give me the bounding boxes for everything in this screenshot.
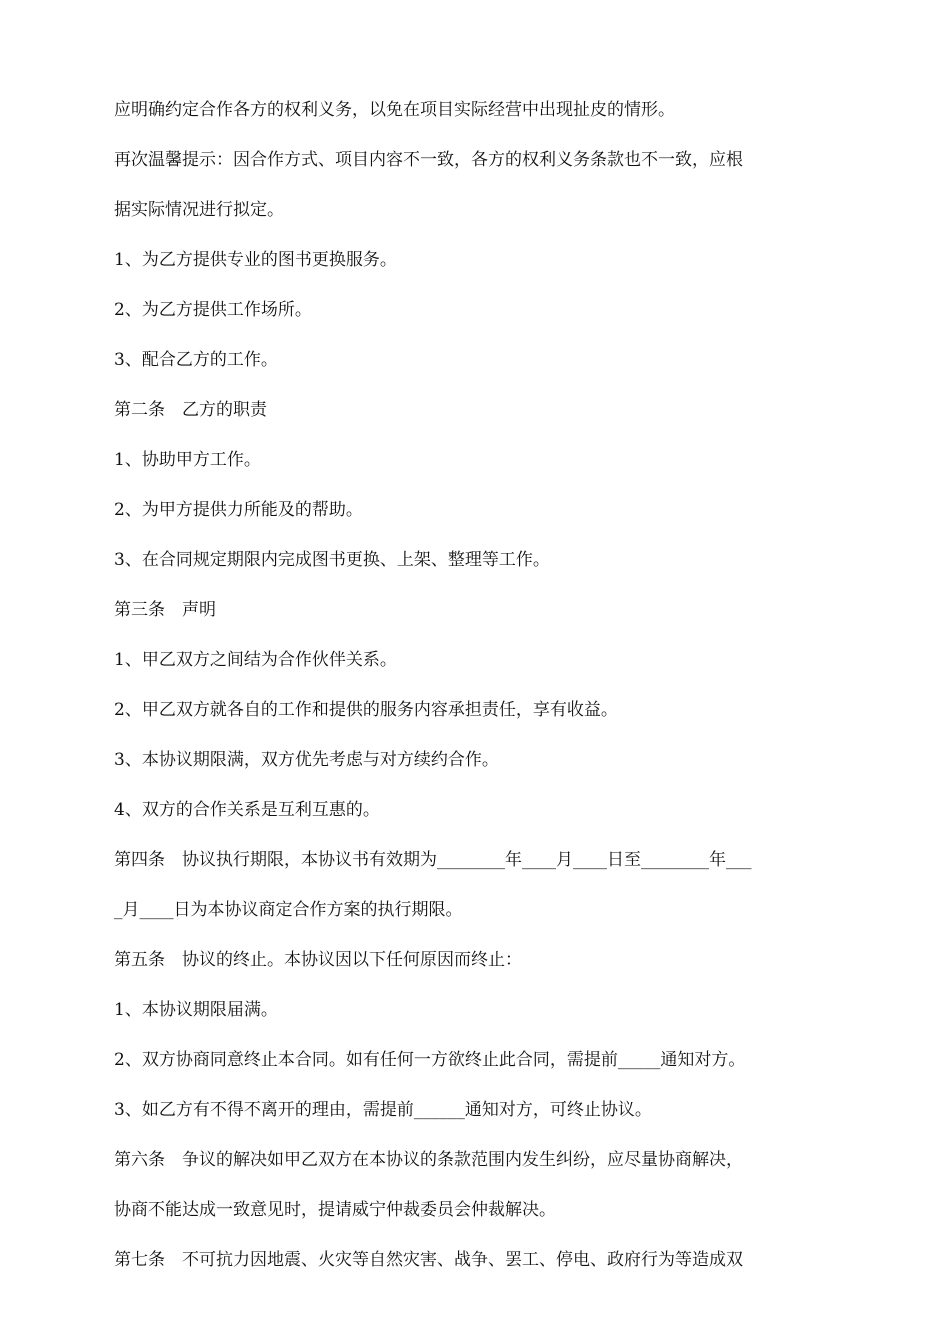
list-item: 3、配合乙方的工作。: [114, 350, 278, 370]
list-item: 3、本协议期限满，双方优先考虑与对方续约合作。: [114, 750, 499, 770]
article-heading: 第二条 乙方的职责: [114, 400, 267, 420]
list-item: 2、甲乙双方就各自的工作和提供的服务内容承担责任，享有收益。: [114, 700, 618, 720]
article-clause: 第四条 协议执行期限，本协议书有效期为________年____月____日至________年___: [114, 850, 752, 870]
list-item: 4、双方的合作关系是互利互惠的。: [114, 800, 380, 820]
list-item: 1、本协议期限届满。: [114, 1000, 278, 1020]
text-line: 应明确约定合作各方的权利义务，以免在项目实际经营中出现扯皮的情形。: [114, 100, 675, 120]
article-heading: 第三条 声明: [114, 600, 216, 620]
article-clause: 第六条 争议的解决如甲乙双方在本协议的条款范围内发生纠纷，应尽量协商解决，: [114, 1150, 743, 1170]
article-clause: 第五条 协议的终止。本协议因以下任何原因而终止：: [114, 950, 522, 970]
list-item: 2、为甲方提供力所能及的帮助。: [114, 500, 363, 520]
list-item: 3、在合同规定期限内完成图书更换、上架、整理等工作。: [114, 550, 550, 570]
list-item: 1、甲乙双方之间结为合作伙伴关系。: [114, 650, 397, 670]
list-item: 2、双方协商同意终止本合同。如有任何一方欲终止此合同，需提前_____通知对方。: [114, 1050, 746, 1070]
article-clause: 第七条 不可抗力因地震、火灾等自然灾害、战争、罢工、停电、政府行为等造成双: [114, 1250, 743, 1270]
text-line: 据实际情况进行拟定。: [114, 200, 284, 220]
text-line: 协商不能达成一致意见时，提请威宁仲裁委员会仲裁解决。: [114, 1200, 556, 1220]
text-line: 再次温馨提示：因合作方式、项目内容不一致，各方的权利义务条款也不一致，应根: [114, 150, 743, 170]
list-item: 3、如乙方有不得不离开的理由，需提前______通知对方，可终止协议。: [114, 1100, 652, 1120]
list-item: 1、为乙方提供专业的图书更换服务。: [114, 250, 397, 270]
list-item: 1、协助甲方工作。: [114, 450, 261, 470]
document-body: [114, 92, 838, 1292]
text-line: _月____日为本协议商定合作方案的执行期限。: [114, 900, 463, 920]
list-item: 2、为乙方提供工作场所。: [114, 300, 312, 320]
